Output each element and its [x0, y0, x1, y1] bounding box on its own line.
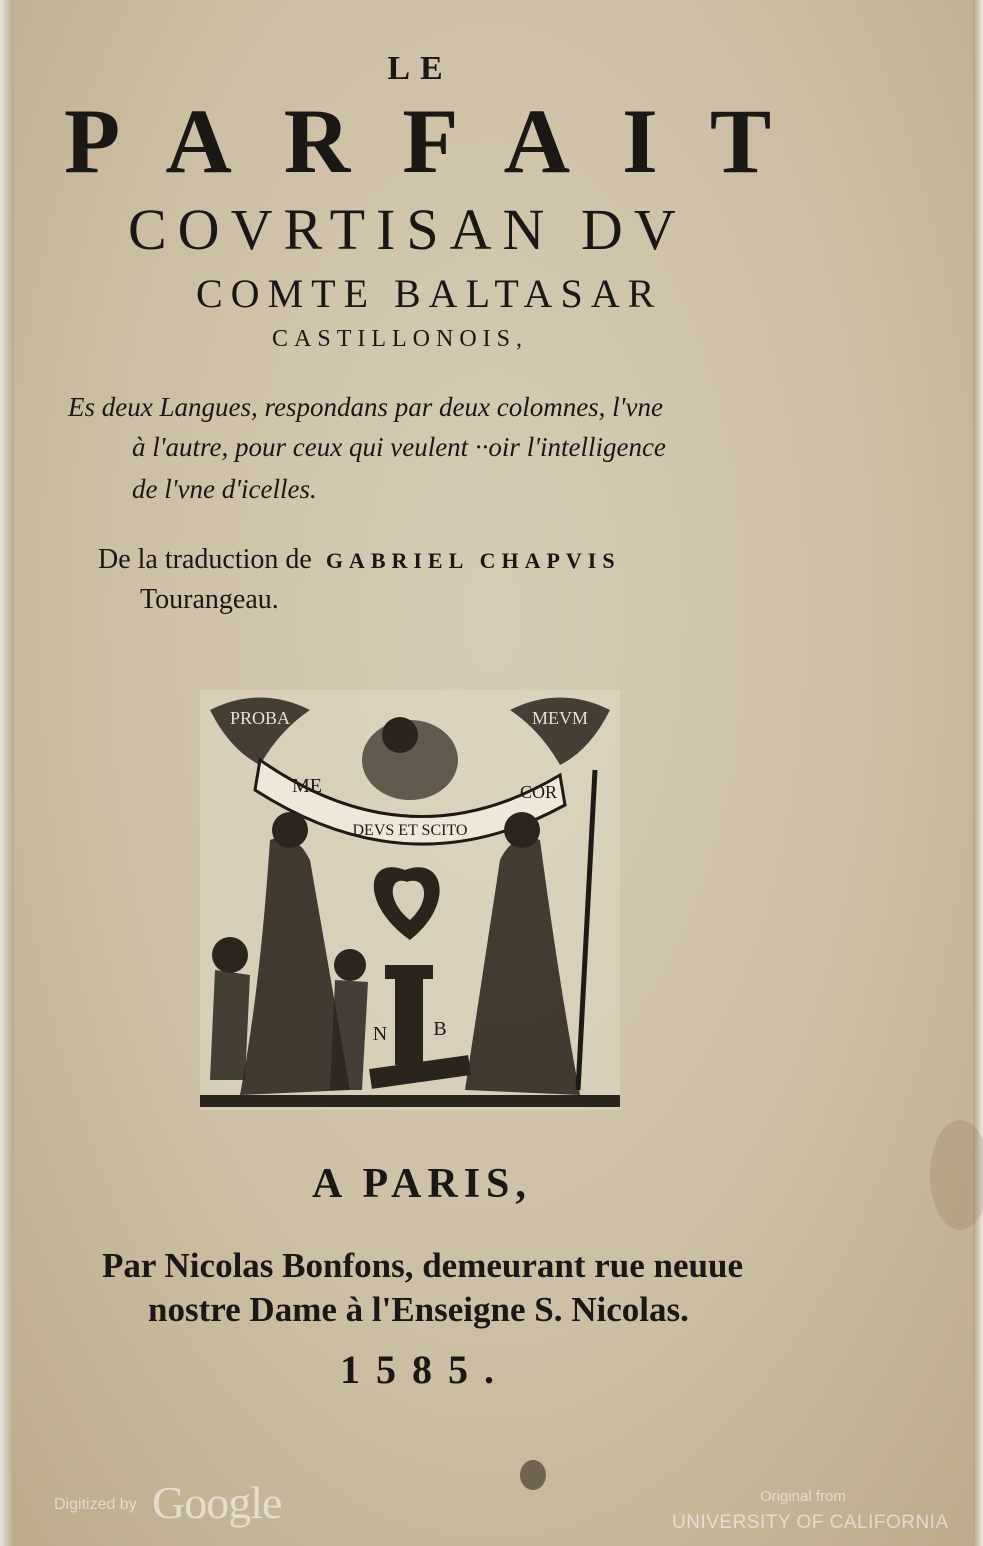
- initial-right: B: [433, 1018, 447, 1040]
- page-edge-left: [0, 0, 14, 1546]
- imprint-year: 1585.: [340, 1347, 510, 1392]
- translation-credit: [98, 544, 621, 576]
- title-line-parfait: PARFAIT: [64, 90, 824, 192]
- ribbon-center-text: DEVS ET SCITO: [352, 822, 468, 839]
- digitized-by-label: Digitized by: [54, 1496, 137, 1513]
- translator-origin: Tourangeau.: [140, 584, 279, 615]
- paper-stain: [520, 1460, 546, 1490]
- subtitle-line-2: à l'autre, pour ceux qui veulent ··oir l'intelligence: [132, 432, 666, 462]
- title-line-courtisan: COVRTISAN DV: [128, 197, 687, 262]
- original-from-label: Original from: [760, 1488, 846, 1505]
- banner-left-text: PROBA: [229, 708, 291, 728]
- imprint-line-2: nostre Dame à l'Enseigne S. Nicolas.: [148, 1290, 689, 1329]
- university-label: UNIVERSITY OF CALIFORNIA: [672, 1512, 949, 1533]
- translation-prefix: De la traduction de: [98, 544, 312, 575]
- initial-left: N: [372, 1023, 388, 1045]
- child-center-body: [330, 980, 368, 1090]
- ground-line: [200, 1095, 620, 1107]
- page-edge-right: [973, 0, 983, 1546]
- head-figure: [382, 717, 418, 753]
- translator-name: GABRIEL CHAPVIS: [325, 548, 621, 573]
- right-figure-head: [504, 812, 540, 848]
- title-line-castillonois: CASTILLONOIS,: [272, 326, 528, 352]
- child-left-body: [210, 970, 250, 1080]
- ribbon-left-text: ME: [292, 775, 322, 797]
- child-left-head: [212, 937, 248, 973]
- imprint-line-1: Par Nicolas Bonfons, demeurant rue neuue: [102, 1246, 744, 1285]
- child-center-head: [334, 949, 366, 981]
- title-line-le: LE: [387, 50, 453, 87]
- paper-stain: [930, 1120, 983, 1230]
- subtitle-line-3: de l'vne d'icelles.: [132, 474, 317, 504]
- column-capital: [385, 965, 433, 979]
- broken-column: [395, 975, 423, 1065]
- printer-device-woodcut: [200, 690, 620, 1110]
- left-figure-head: [272, 812, 308, 848]
- ribbon-right-text: COR: [520, 782, 558, 802]
- banner-right-text: MEVM: [531, 708, 589, 728]
- google-logo: Google: [152, 1477, 282, 1528]
- title-line-comte: COMTE BALTASAR: [196, 271, 663, 316]
- imprint-place: A PARIS,: [312, 1161, 532, 1207]
- subtitle-line-1: Es deux Langues, respondans par deux colomnes, l'vne: [68, 392, 663, 422]
